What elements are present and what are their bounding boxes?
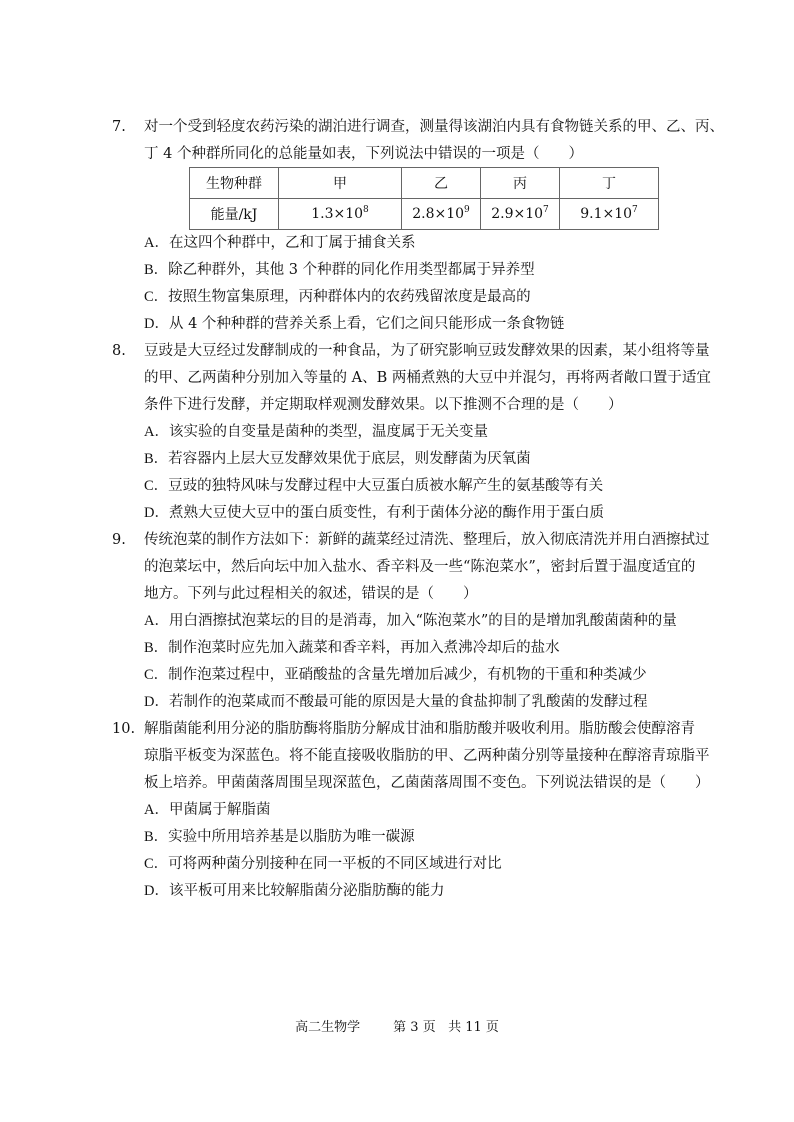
question-stem-line: 的甲、乙两菌种分别加入等量的 A、B 两桶煮熟的大豆中并混匀，再将两者敞口置于适宜	[144, 370, 711, 386]
footer-total-pages: 共 11 页	[448, 1020, 499, 1035]
question-stem-line: 传统泡菜的制作方法如下：新鲜的蔬菜经过清洗、整理后，放入彻底清洗并用白酒擦拭过	[144, 532, 710, 548]
option-d: D．煮熟大豆使大豆中的蛋白质变性，有利于菌体分泌的酶作用于蛋白质	[144, 505, 604, 521]
table-header-cell: 甲	[279, 168, 402, 199]
table-cell: $2.8\times 10^9$	[402, 199, 481, 230]
energy-table	[189, 167, 659, 230]
question-stem-line: 丁 4 个种群所同化的总能量如表，下列说法中错误的一项是（ ）	[144, 146, 583, 162]
option-b: B．若容器内上层大豆发酵效果优于底层，则发酵菌为厌氧菌	[144, 451, 531, 467]
option-d: D．该平板可用来比较解脂菌分泌脂肪酶的能力	[144, 883, 445, 899]
option-c: C．可将两种菌分别接种在同一平板的不同区域进行对比	[144, 856, 502, 872]
table-cell: $9.1\times 10^7$	[560, 199, 659, 230]
footer-subject: 高二生物学	[295, 1020, 361, 1035]
table-header-cell: 丁	[560, 168, 659, 199]
question-stem-line: 的泡菜坛中，然后向坛中加入盐水、香辛料及一些“陈泡菜水”，密封后置于温度适宜的	[144, 559, 696, 575]
table-row	[190, 199, 659, 230]
option-b: B．除乙种群外，其他 3 个种群的同化作用类型都属于异养型	[144, 262, 535, 278]
question-stem-line: 条件下进行发酵，并定期取样观测发酵效果。以下推测不合理的是（ ）	[144, 397, 623, 413]
option-a: A．甲菌属于解脂菌	[144, 802, 271, 818]
table-header-cell: 生物种群	[190, 168, 279, 199]
question-number: 8.	[112, 343, 126, 359]
table-cell: $2.9\times 10^7$	[481, 199, 560, 230]
question-stem-line: 解脂菌能利用分泌的脂肪酶将脂肪分解成甘油和脂肪酸并吸收利用。脂肪酸会使醇溶青	[144, 721, 695, 737]
option-a: A．用白酒擦拭泡菜坛的目的是消毒，加入“陈泡菜水”的目的是增加乳酸菌菌种的量	[144, 613, 677, 629]
table-header-cell: 丙	[481, 168, 560, 199]
question-stem-line: 地方。下列与此过程相关的叙述，错误的是（ ）	[144, 586, 478, 602]
option-d: D．若制作的泡菜咸而不酸最可能的原因是大量的食盐抑制了乳酸菌的发酵过程	[144, 694, 648, 710]
option-b: B．制作泡菜时应先加入蔬菜和香辛料，再加入煮沸冷却后的盐水	[144, 640, 560, 656]
question-7	[112, 114, 724, 168]
option-c: C．豆豉的独特风味与发酵过程中大豆蛋白质被水解产生的氨基酸等有关	[144, 478, 604, 494]
question-10	[112, 716, 710, 905]
option-c: C．制作泡菜过程中，亚硝酸盐的含量先增加后减少，有机物的干重和种类减少	[144, 667, 647, 683]
table-header-row	[190, 168, 659, 199]
question-9	[112, 527, 710, 716]
option-b: B．实验中所用培养基是以脂肪为唯一碳源	[144, 829, 415, 845]
question-number: 9.	[112, 532, 126, 548]
question-stem-line: 对一个受到轻度农药污染的湖泊进行调查，测量得该湖泊内具有食物链关系的甲、乙、丙、	[144, 119, 724, 135]
question-stem-line: 琼脂平板变为深蓝色。将不能直接吸收脂肪的甲、乙两种菌分别等量接种在醇溶青琼脂平	[144, 748, 710, 764]
option-c: C．按照生物富集原理，丙种群体内的农药残留浓度是最高的	[144, 289, 531, 305]
option-d: D．从 4 个种种群的营养关系上看，它们之间只能形成一条食物链	[144, 316, 565, 332]
option-a: A．在这四个种群中，乙和丁属于捕食关系	[144, 235, 416, 251]
table-cell: $1.3\times 10^8$	[279, 199, 402, 230]
table-header-cell: 乙	[402, 168, 481, 199]
question-stem-line: 豆豉是大豆经过发酵制成的一种食品，为了研究影响豆豉发酵效果的因素，某小组将等量	[144, 343, 710, 359]
page-footer	[0, 1016, 794, 1035]
table-row-label: 能量/kJ	[190, 199, 279, 230]
footer-page-number: 第 3 页	[393, 1020, 436, 1035]
question-8	[112, 338, 711, 527]
question-stem-line: 板上培养。甲菌菌落周围呈现深蓝色，乙菌菌落周围不变色。下列说法错误的是（ ）	[144, 775, 710, 791]
option-a: A．该实验的自变量是菌种的类型，温度属于无关变量	[144, 424, 488, 440]
question-number: 10.	[112, 721, 136, 737]
question-7-options	[112, 230, 672, 338]
question-number: 7.	[112, 119, 126, 135]
